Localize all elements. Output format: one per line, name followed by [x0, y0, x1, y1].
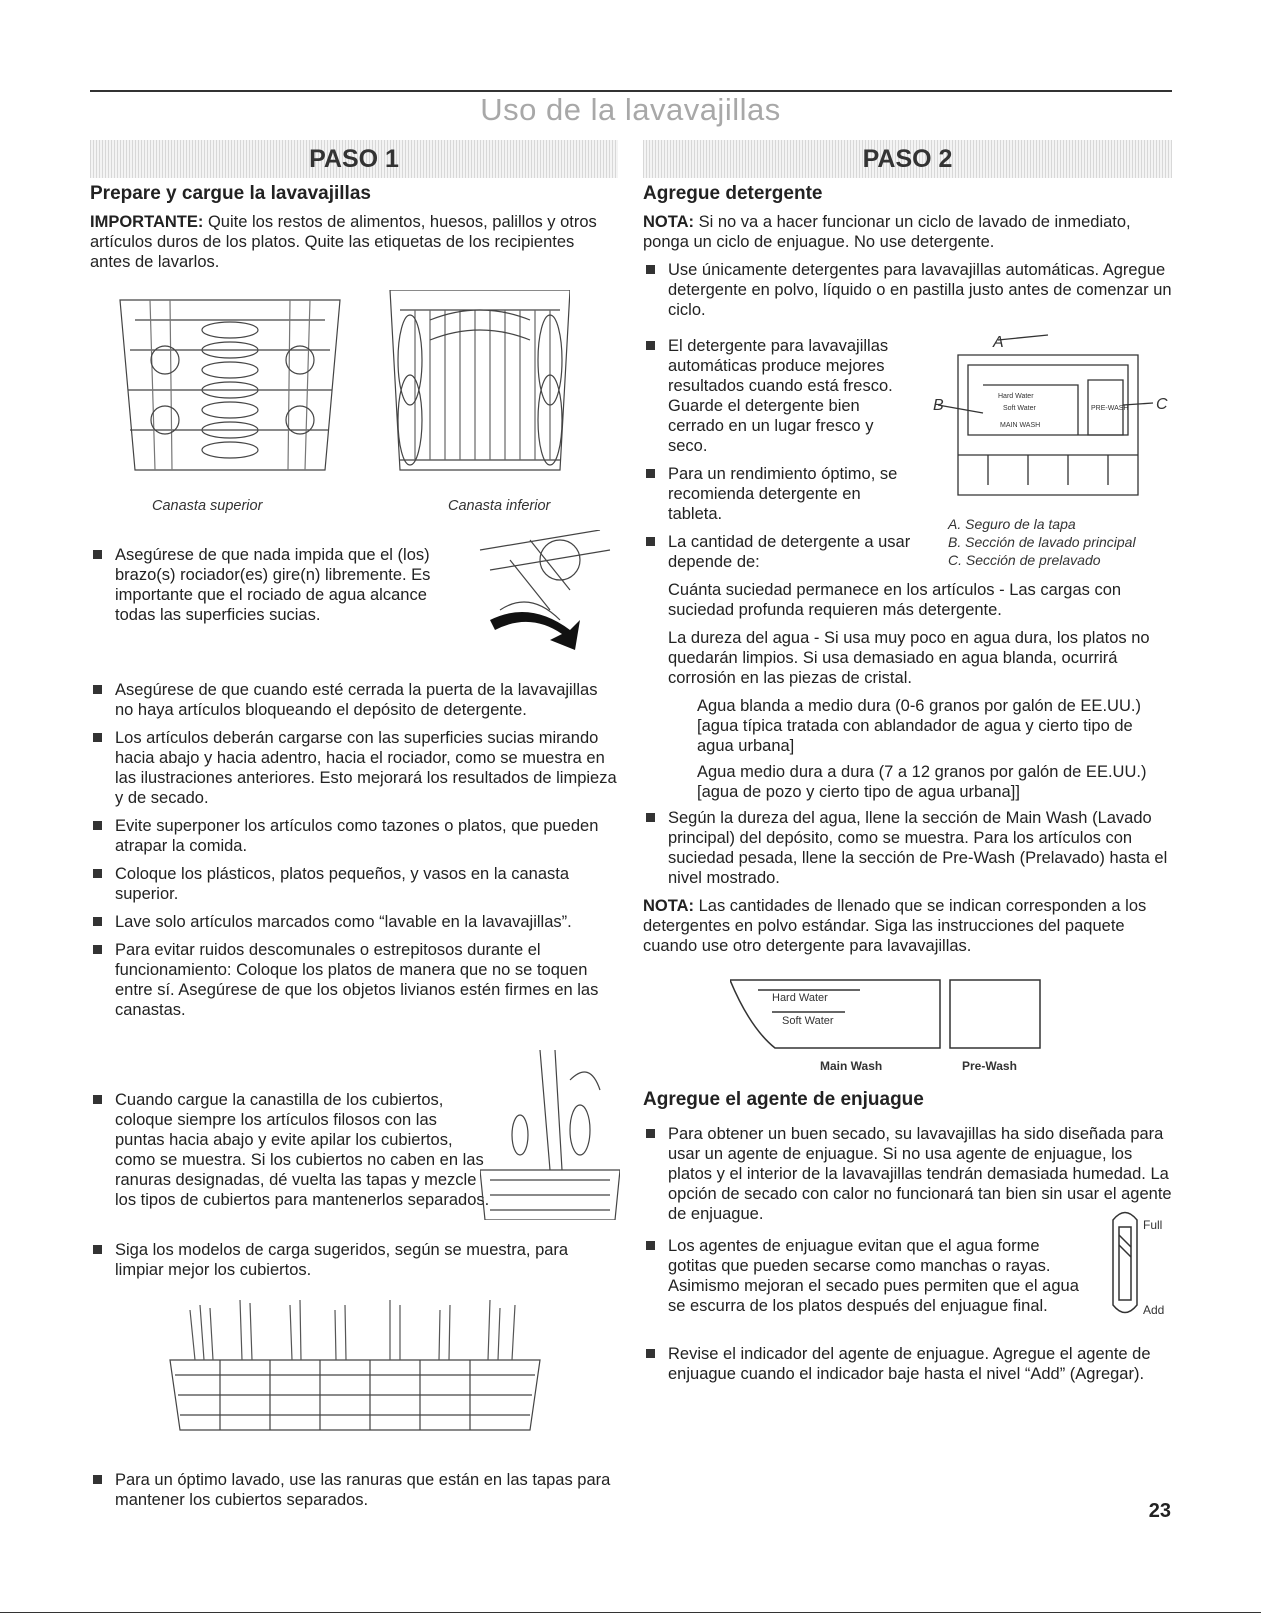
- page-title: Uso de la lavavajillas: [480, 92, 781, 127]
- paso-2-details: [643, 580, 1172, 964]
- small-hard-water: Hard Water: [998, 393, 1034, 400]
- list-item: Siga los modelos de carga sugeridos, según se muestra, para limpiar mejor los cubiertos.: [90, 1240, 618, 1280]
- list-item: Asegúrese de que nada impida que el (los) brazo(s) rociador(es) gire(n) libremente. Es importante que el rociado de agua alcance todas las superficies sucias.: [90, 545, 470, 625]
- list-item: El detergente para lavavajillas automáticas produce mejores resultados cuando está fresco. Guarde el detergente bien cerrado en un lugar fresco y seco.: [643, 336, 913, 456]
- add-label: Add: [1143, 1303, 1165, 1317]
- paso-1-bullets: [90, 680, 618, 1028]
- caption-lower-rack: Canasta inferior: [448, 498, 551, 514]
- list-item: La cantidad de detergente a usar depende de:: [643, 532, 913, 572]
- list-item: Evite superponer los artículos como tazones o platos, que pueden atrapar la comida.: [90, 816, 618, 856]
- list-item: Cuando cargue la canastilla de los cubiertos, coloque siempre los artículos filosos con las puntas hacia abajo y evite apilar los cubiertos, como se muestra. Si los cubiertos no caben en las ranuras designadas, dé vuelta las tapas y mezcle los tipos de cubiertos para mantenerlos separados.: [90, 1090, 490, 1210]
- silverware-basket-top-illustration: [160, 1300, 550, 1440]
- bullet-slots: [90, 1470, 618, 1518]
- list-item: Para un rendimiento óptimo, se recomienda detergente en tableta.: [643, 464, 913, 524]
- nota-2: NOTA: Las cantidades de llenado que se indican corresponden a los detergentes en polvo estándar. Siga las instrucciones del paquete cuando use otro detergente para lavavajillas.: [643, 897, 1147, 955]
- spray-arm-illustration: [470, 530, 620, 670]
- list-item: Para evitar ruidos descomunales o estrepitosos durante el funcionamiento: Coloque los platos de manera que no se toquen entre sí. Asegúrese de que los objetos livianos estén firmes en las canastas.: [90, 940, 618, 1020]
- small-main-wash: MAIN WASH: [1000, 422, 1041, 429]
- important-note: IMPORTANTE: Quite los restos de alimentos, huesos, palillos y otros artículos duros de los platos. Quite las etiquetas de los recipientes antes de lavarlos.: [90, 213, 597, 271]
- label-a: A: [993, 334, 1004, 351]
- paso-2-intro: [643, 184, 1172, 328]
- list-item: Use únicamente detergentes para lavavajillas automáticas. Agregue detergente en polvo, líquido o en pastilla justo antes de comenzar un ciclo.: [643, 260, 1172, 320]
- water-soft: Agua blanda a medio dura (0-6 granos por galón de EE.UU.) [agua típica tratada con ablandador de agua y cierto tipo de agua urbana]: [697, 697, 1141, 755]
- dispenser-illustration: [928, 325, 1172, 510]
- water-hard: Agua medio dura a dura (7 a 12 granos por galón de EE.UU.) [agua de pozo y cierto tipo de agua urbana]]: [697, 763, 1147, 801]
- rinse-heading: Agregue el agente de enjuague: [643, 1089, 924, 1110]
- small-soft-water: Soft Water: [1003, 405, 1036, 412]
- section-heading: Prepare y cargue la lavavajillas: [90, 183, 371, 204]
- paso-2-banner: PASO 2: [643, 140, 1172, 178]
- label-b: B: [933, 397, 944, 414]
- nota-1: NOTA: Si no va a hacer funcionar un ciclo de lavado de inmediato, ponga un ciclo de enjuague. No use detergente.: [643, 213, 1131, 251]
- section-heading: Agregue detergente: [643, 183, 823, 204]
- list-item: Para un óptimo lavado, use las ranuras que están en las tapas para mantener los cubiertos separados.: [90, 1470, 618, 1510]
- paso-1-intro: [90, 184, 618, 280]
- list-item: Revise el indicador del agente de enjuague. Agregue el agente de enjuague cuando el indicador baje hasta el nivel “Add” (Agregar).: [643, 1344, 1172, 1384]
- list-item: Según la dureza del agua, llene la sección de Main Wash (Lavado principal) del depósito, como se muestra. Para los artículos con suciedad pesada, llene la sección de Pre-Wash (Prelavado) hasta el nivel mostrado.: [643, 808, 1172, 888]
- list-item: Para obtener un buen secado, su lavavajillas ha sido diseñada para usar un agente de enjuague. Si no usa agente de enjuague, los platos y el interior de la lavavajillas tendrán demasiada humedad. La opción de secado con calor no funcionará tan bien sin usar el agente de enjuague.: [643, 1124, 1172, 1224]
- caption-upper-rack: Canasta superior: [152, 498, 263, 514]
- rinse-bullet-2: [643, 1236, 1083, 1324]
- list-item: Los artículos deberán cargarse con las superficies sucias mirando hacia abajo y hacia adentro, hacia el rociador, como se muestra en las ilustraciones anteriores. Esto mejorará los resultados de limpieza y de secado.: [90, 728, 618, 808]
- bullet-spray-arm: [90, 545, 470, 633]
- bottom-rule: [0, 1612, 1261, 1613]
- legend-item: B. Sección de lavado principal: [948, 534, 1136, 550]
- rinse-heading-block: [643, 1090, 1172, 1118]
- list-item: Coloque los plásticos, platos pequeños, y vasos en la canasta superior.: [90, 864, 618, 904]
- silverware-basket-illustration: [480, 1050, 620, 1220]
- rinse-bullet-3: [643, 1344, 1172, 1392]
- bullet-silverware: [90, 1090, 490, 1218]
- soft-water-label: Soft Water: [782, 1015, 834, 1027]
- page-number: 23: [1148, 1500, 1171, 1522]
- racks-illustration: [110, 290, 570, 490]
- paso-2-bullets-narrow: [643, 336, 913, 580]
- main-wash-label: Main Wash: [820, 1059, 883, 1073]
- detergent-cups-illustration: [730, 978, 1050, 1078]
- rinse-indicator-illustration: [1105, 1205, 1175, 1325]
- hard-water-label: Hard Water: [772, 992, 828, 1004]
- legend-item: C. Sección de prelavado: [948, 552, 1101, 568]
- rinse-bullet-1: [643, 1124, 1172, 1232]
- paso-1-banner: PASO 1: [90, 140, 618, 178]
- pre-wash-label: Pre-Wash: [962, 1059, 1017, 1073]
- legend-item: A. Seguro de la tapa: [948, 516, 1076, 532]
- full-label: Full: [1143, 1218, 1163, 1232]
- label-c: C: [1156, 396, 1168, 413]
- dispenser-legend: [948, 515, 1178, 569]
- small-pre-wash: PRE-WASH: [1091, 405, 1129, 412]
- bullet-patterns: [90, 1240, 618, 1288]
- list-item: Asegúrese de que cuando esté cerrada la puerta de la lavavajillas no haya artículos bloqueando el depósito de detergente.: [90, 680, 618, 720]
- depends-soil: Cuánta suciedad permanece en los artículos - Las cargas con suciedad profunda requieren más detergente.: [668, 581, 1122, 619]
- list-item: Los agentes de enjuague evitan que el agua forme gotitas que pueden secarse como manchas o rayas. Asimismo mejoran el secado pues permiten que el agua se escurra de los platos después del enjuague final.: [643, 1236, 1083, 1316]
- list-item: Lave solo artículos marcados como “lavable en la lavavajillas”.: [90, 912, 618, 932]
- depends-hardness: La dureza del agua - Si usa muy poco en agua dura, los platos no quedarán limpios. Si usa demasiado en agua blanda, ocurrirá corrosión en las piezas de cristal.: [668, 629, 1150, 687]
